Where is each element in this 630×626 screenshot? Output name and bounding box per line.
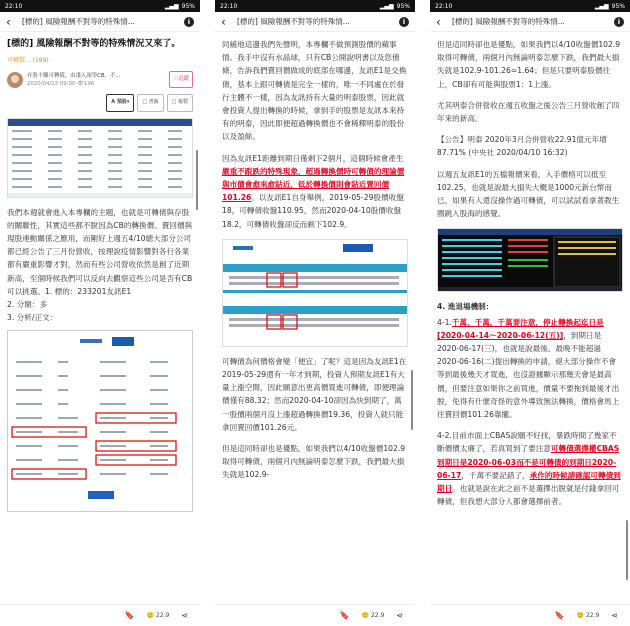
- section-heading: 4. 進退場機制：: [437, 302, 494, 312]
- highlight-text: 可轉債選擇權CBAS到期日是2020-06-03而不是可轉債的到期日2020-06-17: [437, 444, 620, 480]
- battery-level: 95%: [396, 2, 410, 10]
- phone-screen-1: [0, 0, 200, 626]
- text-span: 4-1.: [437, 317, 452, 327]
- gp-value: 22.9: [155, 612, 170, 619]
- scrollbar[interactable]: [411, 370, 413, 430]
- bookmark-icon[interactable]: 🔖: [339, 611, 350, 620]
- bookmark-icon[interactable]: 🔖: [554, 611, 565, 620]
- paragraph-revenue: 尤其明泰合併營收在週五收盤之後公告三月營收創了四年來的新高。: [437, 100, 620, 124]
- status-bar: [215, 0, 415, 12]
- bond-info-image[interactable]: [7, 330, 193, 512]
- gp-counter[interactable]: [361, 612, 384, 619]
- text-span: 因為友訊E1距離到期日僅剩下2個月，這個時候會產生: [222, 153, 404, 163]
- gp-value: 22.9: [585, 612, 600, 619]
- author-row: [7, 71, 193, 88]
- gp-counter[interactable]: [146, 612, 169, 619]
- nav-bar: [215, 12, 415, 32]
- bookmark-icon[interactable]: 🔖: [124, 611, 135, 620]
- quote-table-image[interactable]: [7, 118, 193, 198]
- battery-level: 95%: [181, 2, 195, 10]
- bookmark-button[interactable]: □ 書籤: [137, 94, 163, 111]
- article-heading: [標的] 風險報酬不對等的特殊情況又來了。: [7, 39, 181, 49]
- paragraph-quote: 以週五友訊E1的五檔報價來看，入手價格可以抵至102.25，也就是說最大損失大概是1000元新台幣而已，如果有人還沒操作過可轉債，可以試試看拿著教生圈跳入股海的感覺。: [437, 169, 620, 219]
- nav-title: [標的] 風險報酬不對等的特殊情...: [452, 17, 565, 26]
- gp-value: 22.9: [370, 612, 385, 619]
- scrollbar[interactable]: [626, 520, 628, 580]
- battery-level: 95%: [611, 2, 625, 10]
- article-toolbar: [7, 94, 193, 111]
- phone-screen-2: [215, 0, 415, 626]
- text-span: 。也就是說在此之前不是選擇出脫就是付錢拿回可轉債，但我想大部分人都會選擇前者。: [437, 484, 620, 507]
- info-icon[interactable]: i: [184, 17, 194, 27]
- signal-icon: ▂▄▆: [594, 2, 609, 10]
- gp-icon: 🙂: [146, 612, 154, 619]
- follow-button[interactable]: ♡追蹤: [169, 71, 193, 88]
- view-count: 196: [83, 80, 95, 87]
- back-arrow-icon[interactable]: ‹: [221, 14, 226, 29]
- gp-icon: 🙂: [576, 612, 584, 619]
- signal-icon: ▂▄▆: [164, 2, 179, 10]
- gp-icon: 🙂: [361, 612, 369, 619]
- back-arrow-icon[interactable]: ‹: [436, 14, 441, 29]
- text-span: ，到期日是2020-06-17(三)，也就是說最後、最晚不能超過2020-06-16(二)提出轉換的申請，絕大部分操作不會等到最後幾天才買進，也沒證據顯示那幾天會是最高價，但要注意如果你之前買進，價量不要拖到最後才出脫，免得有什麼奇怪的意外導致無法轉換，價格會馬上往賣回價101.26靠攏。: [437, 330, 620, 420]
- intro-paragraph: 我們本週就會進入本專欄的主題，也就是可轉債與存股的關聯性，其實這些都不脫因為CB的轉換價、賣回價與現股連動關係之應用，而剛好上週五4/10總大部分公司都已經公告了三月份營收，按理說疫情影響對各行各業都有嚴重影響才對，然而有些公司營收依然是創了近期新高，至個時候我們可以反向去觀察這些公司是否有CB可以挑選。1. 標的：233201友訊E1: [7, 207, 193, 296]
- status-time: 22:10: [220, 2, 238, 10]
- avatar[interactable]: [7, 72, 23, 88]
- paragraph-announcement: 【公告】明泰 2020年3月合併營收22.91億元年增87.71% (中央社 2020/04/10 16:32): [437, 135, 607, 158]
- status-time: 22:10: [5, 2, 23, 10]
- nav-title: [標的] 風險報酬不對等的特殊情...: [237, 17, 350, 26]
- share-icon[interactable]: ⋖: [611, 611, 618, 620]
- item-analysis: 3. 分析/正文：: [7, 313, 58, 323]
- info-icon[interactable]: i: [399, 17, 409, 27]
- info-icon[interactable]: i: [614, 17, 624, 27]
- nav-title: [標的] 風險報酬不對等的特殊情...: [22, 17, 135, 26]
- share-icon[interactable]: ⋖: [396, 611, 403, 620]
- highlight-text: 承作的時候請確認可轉債到期日: [437, 470, 621, 494]
- item-direction: 2. 分額：多: [7, 300, 48, 310]
- price-compare-image[interactable]: [222, 239, 408, 347]
- post-date: 2020/04/13 09:00: [27, 80, 76, 87]
- paragraph-expiry: [222, 152, 408, 231]
- gp-counter[interactable]: [576, 612, 599, 619]
- paragraph-loss: 但是這同時卻也是優點，如果我們以4/10收盤價102.9取得可轉債，兩個月內無論明泰怎麼下跌，我們最大損失就是102.9-101.26=1.64；但是只要明泰股價往上，CB卻有可能與股票1：1上漲。: [437, 40, 621, 89]
- paragraph-disclaimer: 同緩地這邊我們先聲明，本專欄不做預測股價的蘋事情。我手中沒有水晶球，只有CB公開說明書以及您債條，告訴我們賣回價做成的底部在哪邊，友訊E1是交換債，基本上跟可轉債是完全一樣的，唯一不同處在於發行主體不一樣，因為友訊持有大量的明泰股票，因此就會投資人提出轉換的時候，拿到手的股票是友訊本來持有的明泰，因此即便超過轉換價也不會稀釋明泰的股份以及盈餘。: [222, 40, 407, 142]
- paragraph-exit-2: [437, 429, 623, 508]
- status-bar: [430, 0, 630, 12]
- copy-button[interactable]: □ 複製: [167, 94, 193, 111]
- share-icon[interactable]: ⋖: [181, 611, 188, 620]
- status-time: 22:10: [435, 2, 453, 10]
- category-tag[interactable]: 可轉債... (199): [7, 57, 49, 64]
- signal-icon: ▂▄▆: [379, 2, 394, 10]
- bottom-bar: [215, 604, 415, 626]
- text-span: 。以友訊E1自身舉例，2019-05-29股價收盤18，可轉債收盤110.95，然而2020-04-10股價收盤18.2，可轉債收盤卻反而剩下102.9。: [222, 193, 404, 229]
- author-name[interactable]: 存股不離可轉債，由淺入深學CB，不...: [27, 72, 121, 79]
- nav-bar: [0, 12, 200, 32]
- bottom-bar: [0, 604, 200, 626]
- bottom-bar: [430, 604, 630, 626]
- text-span: ，千萬不要記錯了，: [461, 470, 530, 480]
- status-bar: [0, 0, 200, 12]
- paragraph-advantage: 但是這同時卻也是優點，如果我們以4/10收盤價102.9取得可轉債，兩個月內無論明泰怎麼下跌，我們最大損失就是102.9-: [222, 444, 406, 480]
- font-size-button[interactable]: A 預設▾: [106, 94, 134, 111]
- paragraph-exit-1: [437, 316, 623, 422]
- trading-screen-image[interactable]: [437, 228, 623, 292]
- back-arrow-icon[interactable]: ‹: [6, 14, 11, 29]
- text-span: 4-2.目前市面上CBAS說願不好找，暴跌時間了幾家不斷價價太廉了，若真買到了要注意: [437, 431, 617, 454]
- scrollbar[interactable]: [196, 150, 198, 210]
- nav-bar: [430, 12, 630, 32]
- highlight-text: 嚴重不跟跌的特殊現象，超過轉換價時可轉債的理論價與市價會愈來愈貼近，低於轉換價則會貼近賣回價101.26: [222, 166, 405, 203]
- highlight-text: 千萬、千萬、千萬要注意，停止轉換起迄日是[2020-04-14～2020-06-12(五)]: [437, 317, 604, 340]
- eye-icon: 👁: [77, 80, 84, 87]
- phone-screen-3: [430, 0, 630, 626]
- paragraph-cheap: 可轉債為何價格會變「便宜」了呢？這是因為友訊E1在2019-05-29還有一年才到期，投資人預期友訊E1有大量上漲空間，因此願意出更高價買進可轉債，即便理論價僅有88.32；然而2020-04-10卻因為快到期了，萬一股價兩個月沒上漲超過轉換價19.36，投資人就只能拿回賣回價101.26元。: [222, 356, 407, 432]
